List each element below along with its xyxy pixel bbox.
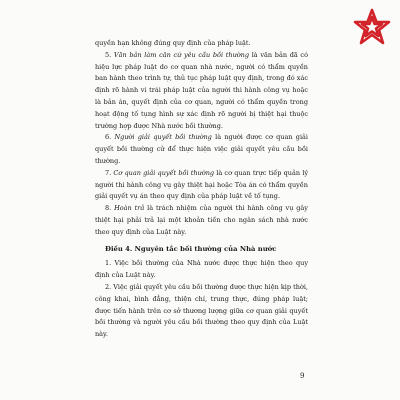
article-item-2: 2. Việc giải quyết yêu cầu bồi thường được thực hiện kịp thời, công khai, bình đẳng, thiện chí, trung thực, đúng pháp luật; được tiến hành trên cơ sở thương lượng giữa cơ quan giải quyết bồi thường và người yêu cầu bồi thường theo quy định của Luật này.	[95, 282, 308, 339]
definition-item-8	[95, 203, 308, 238]
definition-text: là trách nhiệm của người thi hành công vụ gây thiệt hại phải trả lại một khoản tiền cho ngân sách nhà nước theo quy định của Luật này.	[95, 204, 308, 236]
definition-text: là người được cơ quan giải quyết bồi thường cử để thực hiện việc giải quyết yêu cầu bồi thường.	[95, 133, 308, 165]
definition-text: là cơ quan trực tiếp quản lý người thi hành công vụ gây thiệt hại hoặc Tòa án có thẩm quyền giải quyết vụ án theo quy định của pháp luật về tố tụng.	[95, 168, 308, 201]
item-number: 7.	[105, 168, 114, 177]
publisher-logo-icon	[352, 8, 392, 48]
definition-item-7	[95, 168, 308, 203]
paragraph-continuation	[95, 38, 308, 50]
definition-item-5	[95, 50, 308, 133]
page-number: 9	[300, 372, 305, 380]
article-title: Điều 4. Nguyên tắc bồi thường của Nhà nước	[105, 244, 277, 253]
article-item-1: 1. Việc bồi thường của Nhà nước được thực hiện theo quy định của Luật này.	[95, 259, 308, 280]
item-number: 8.	[105, 204, 115, 213]
item-number: 6.	[105, 133, 115, 142]
definition-item-6	[95, 132, 308, 167]
defined-term: Người giải quyết bồi thường	[114, 133, 212, 142]
paragraph-text: quyền hạn không đúng quy định của pháp luật.	[95, 39, 251, 47]
page-content	[95, 38, 308, 341]
definition-text: là văn bản đã có hiệu lực pháp luật do cơ quan nhà nước, người có thẩm quyền ban hành theo trình tự, thủ tục pháp luật quy định, trong đó xác định rõ hành vi trái pháp luật của người thi hành công vụ hoặc là bản án, quyết định của cơ quan, người có thẩm quyền trong hoạt động tố tụng hình sự xác định rõ người bị thiệt hại thuộc trường hợp được Nhà nước bồi thường.	[95, 50, 308, 130]
defined-term: Hoàn trả	[114, 204, 145, 213]
defined-term: Văn bản làm căn cứ yêu cầu bồi thường	[113, 50, 250, 59]
defined-term: Cơ quan giải quyết bồi thường	[113, 168, 215, 177]
item-number: 5.	[105, 50, 114, 59]
